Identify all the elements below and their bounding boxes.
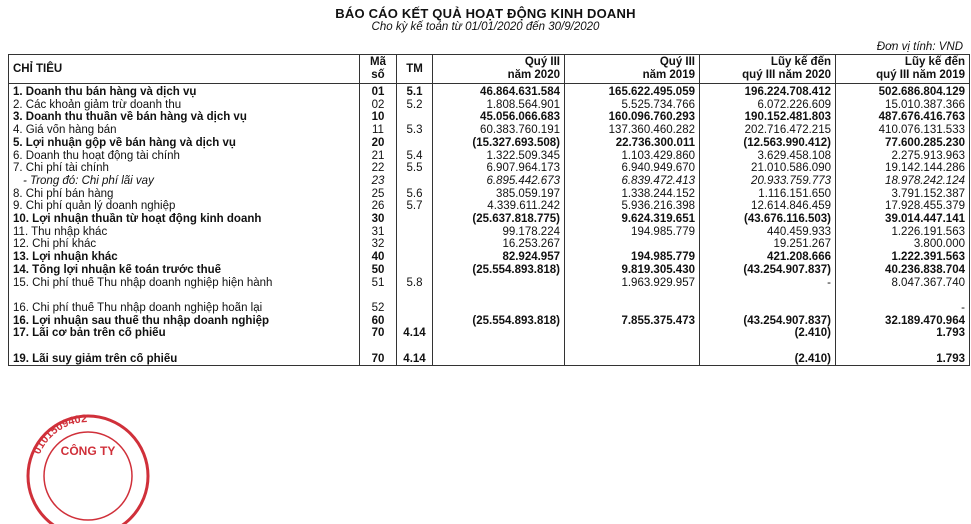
header-ytd-2020: Lũy kế đến quý III năm 2020: [700, 55, 836, 84]
row-note: 4.14: [397, 327, 433, 340]
row-indicator: 4. Giá vốn hàng bán: [9, 124, 360, 137]
row-ytd-2019: 410.076.131.533: [836, 124, 970, 137]
row-q3-2019: 9.624.319.651: [565, 213, 700, 226]
row-note: [397, 226, 433, 239]
row-note: 5.3: [397, 124, 433, 137]
row-code: 23: [360, 175, 397, 188]
row-ytd-2020: 421.208.666: [700, 251, 836, 264]
row-indicator: 2. Các khoản giảm trừ doanh thu: [9, 99, 360, 112]
row-ytd-2019: 2.275.913.963: [836, 150, 970, 163]
row-q3-2020: 1.322.509.345: [433, 150, 565, 163]
row-ytd-2019: [836, 289, 970, 302]
row-note: [397, 264, 433, 277]
currency-unit: Đơn vị tính: VND: [876, 41, 963, 53]
row-indicator: 8. Chi phí bán hàng: [9, 188, 360, 201]
row-ytd-2020: 202.716.472.215: [700, 124, 836, 137]
row-q3-2019: 1.338.244.152: [565, 188, 700, 201]
row-q3-2020: [433, 353, 565, 366]
row-note: 5.5: [397, 162, 433, 175]
seal-number: 0101509402: [31, 412, 88, 457]
row-q3-2019: 194.985.779: [565, 226, 700, 239]
row-code: 52: [360, 302, 397, 315]
row-ytd-2020: 6.072.226.609: [700, 99, 836, 112]
row-indicator: 1. Doanh thu bán hàng và dịch vụ: [9, 84, 360, 99]
row-ytd-2019: 1.222.391.563: [836, 251, 970, 264]
row-q3-2019: 5.936.216.398: [565, 200, 700, 213]
row-ytd-2020: 440.459.933: [700, 226, 836, 239]
row-q3-2020: [433, 277, 565, 290]
row-ytd-2019: 40.236.838.704: [836, 264, 970, 277]
row-code: 60: [360, 315, 397, 328]
row-indicator: 7. Chi phí tài chính: [9, 162, 360, 175]
row-ytd-2019: -: [836, 302, 970, 315]
row-q3-2019: 137.360.460.282: [565, 124, 700, 137]
row-ytd-2019: 39.014.447.141: [836, 213, 970, 226]
table-row: [9, 289, 970, 302]
header-q3-2020: Quý III năm 2020: [433, 55, 565, 84]
row-q3-2019: 6.839.472.413: [565, 175, 700, 188]
table-row: [9, 124, 970, 137]
table-row: [9, 150, 970, 163]
row-q3-2020: 16.253.267: [433, 238, 565, 251]
row-ytd-2020: [700, 289, 836, 302]
row-code: [360, 340, 397, 353]
row-ytd-2020: 3.629.458.108: [700, 150, 836, 163]
row-ytd-2019: 3.800.000: [836, 238, 970, 251]
row-code: 70: [360, 327, 397, 340]
table-row: [9, 200, 970, 213]
row-ytd-2020: (2.410): [700, 327, 836, 340]
row-indicator: 3. Doanh thu thuần về bán hàng và dịch vụ: [9, 111, 360, 124]
row-q3-2019: [565, 238, 700, 251]
row-note: [397, 289, 433, 302]
table-row: [9, 238, 970, 251]
row-q3-2020: 1.808.564.901: [433, 99, 565, 112]
row-q3-2019: 9.819.305.430: [565, 264, 700, 277]
row-ytd-2020: 20.933.759.773: [700, 175, 836, 188]
row-indicator: [9, 340, 360, 353]
row-ytd-2019: 18.978.242.124: [836, 175, 970, 188]
table-row: [9, 175, 970, 188]
row-indicator: 12. Chi phí khác: [9, 238, 360, 251]
row-code: 70: [360, 353, 397, 366]
table-row: [9, 188, 970, 201]
row-q3-2019: 5.525.734.766: [565, 99, 700, 112]
row-ytd-2020: (43.254.907.837): [700, 315, 836, 328]
row-ytd-2019: 8.047.367.740: [836, 277, 970, 290]
row-q3-2020: [433, 289, 565, 302]
row-code: 40: [360, 251, 397, 264]
row-ytd-2020: 19.251.267: [700, 238, 836, 251]
table-row: [9, 315, 970, 328]
table-row: [9, 340, 970, 353]
row-code: 32: [360, 238, 397, 251]
row-ytd-2019: [836, 340, 970, 353]
row-ytd-2019: 1.793: [836, 353, 970, 366]
row-note: 5.4: [397, 150, 433, 163]
row-code: 51: [360, 277, 397, 290]
row-note: 4.14: [397, 353, 433, 366]
row-q3-2019: [565, 340, 700, 353]
row-code: 30: [360, 213, 397, 226]
row-indicator: - Trong đó: Chi phí lãi vay: [9, 175, 360, 188]
row-code: 31: [360, 226, 397, 239]
row-ytd-2020: 12.614.846.459: [700, 200, 836, 213]
row-indicator: 13. Lợi nhuận khác: [9, 251, 360, 264]
row-ytd-2019: 487.676.416.763: [836, 111, 970, 124]
row-ytd-2020: (43.254.907.837): [700, 264, 836, 277]
row-q3-2020: [433, 302, 565, 315]
row-code: 02: [360, 99, 397, 112]
row-q3-2020: 6.895.442.673: [433, 175, 565, 188]
row-code: 01: [360, 84, 397, 99]
row-q3-2019: 1.103.429.860: [565, 150, 700, 163]
row-note: [397, 111, 433, 124]
row-q3-2020: 385.059.197: [433, 188, 565, 201]
row-q3-2019: [565, 289, 700, 302]
row-ytd-2019: 32.189.470.964: [836, 315, 970, 328]
header-ytd-2019: Lũy kế đến quý III năm 2019: [836, 55, 970, 84]
seal-text: CÔNG TY: [60, 444, 116, 458]
row-ytd-2020: (43.676.116.503): [700, 213, 836, 226]
row-indicator: 11. Thu nhập khác: [9, 226, 360, 239]
row-indicator: 17. Lãi cơ bản trên cổ phiếu: [9, 327, 360, 340]
row-q3-2020: 6.907.964.173: [433, 162, 565, 175]
row-ytd-2019: 1.793: [836, 327, 970, 340]
row-ytd-2020: 21.010.586.090: [700, 162, 836, 175]
header-note: TM: [397, 55, 433, 84]
row-ytd-2019: 3.791.152.387: [836, 188, 970, 201]
row-q3-2019: 7.855.375.473: [565, 315, 700, 328]
row-q3-2020: 45.056.066.683: [433, 111, 565, 124]
row-note: [397, 137, 433, 150]
table-row: [9, 226, 970, 239]
company-seal: [14, 404, 154, 524]
row-note: 5.7: [397, 200, 433, 213]
row-note: 5.2: [397, 99, 433, 112]
table-body: [9, 84, 970, 366]
row-note: [397, 175, 433, 188]
row-indicator: 15. Chi phí thuế Thu nhập doanh nghiệp hiện hành: [9, 277, 360, 290]
row-indicator: 14. Tổng lợi nhuận kế toán trước thuế: [9, 264, 360, 277]
row-code: 22: [360, 162, 397, 175]
income-statement-table: [8, 54, 970, 366]
report-period: Cho kỳ kế toán từ 01/01/2020 đến 30/9/2020: [371, 21, 600, 33]
row-q3-2020: (25.554.893.818): [433, 315, 565, 328]
row-q3-2019: 194.985.779: [565, 251, 700, 264]
row-code: 21: [360, 150, 397, 163]
table-row: [9, 264, 970, 277]
row-ytd-2020: [700, 302, 836, 315]
row-note: [397, 251, 433, 264]
row-code: 26: [360, 200, 397, 213]
row-note: [397, 302, 433, 315]
row-code: [360, 289, 397, 302]
row-indicator: 6. Doanh thu hoạt động tài chính: [9, 150, 360, 163]
row-indicator: 16. Chi phí thuế Thu nhập doanh nghiệp hoãn lại: [9, 302, 360, 315]
row-indicator: 19. Lãi suy giảm trên cổ phiếu: [9, 353, 360, 366]
row-ytd-2019: 502.686.804.129: [836, 84, 970, 99]
row-code: 20: [360, 137, 397, 150]
table-row: [9, 353, 970, 366]
row-ytd-2019: 1.226.191.563: [836, 226, 970, 239]
header-q3-2019: Quý III năm 2019: [565, 55, 700, 84]
header-code: Mã số: [360, 55, 397, 84]
table-row: [9, 327, 970, 340]
row-ytd-2019: 17.928.455.379: [836, 200, 970, 213]
row-ytd-2020: (12.563.990.412): [700, 137, 836, 150]
row-ytd-2020: 190.152.481.803: [700, 111, 836, 124]
row-note: 5.6: [397, 188, 433, 201]
row-note: [397, 315, 433, 328]
row-note: 5.1: [397, 84, 433, 99]
row-q3-2019: 1.963.929.957: [565, 277, 700, 290]
table-row: [9, 99, 970, 112]
report-title: BÁO CÁO KẾT QUẢ HOẠT ĐỘNG KINH DOANH: [335, 6, 636, 21]
row-q3-2019: 160.096.760.293: [565, 111, 700, 124]
row-code: 50: [360, 264, 397, 277]
row-indicator: 9. Chi phí quản lý doanh nghiệp: [9, 200, 360, 213]
row-q3-2020: 82.924.957: [433, 251, 565, 264]
row-q3-2019: 6.940.949.670: [565, 162, 700, 175]
row-q3-2020: 46.864.631.584: [433, 84, 565, 99]
table-row: [9, 251, 970, 264]
row-note: [397, 340, 433, 353]
row-note: [397, 213, 433, 226]
table-row: [9, 277, 970, 290]
row-q3-2019: 165.622.495.059: [565, 84, 700, 99]
row-q3-2020: (25.637.818.775): [433, 213, 565, 226]
table-row: [9, 137, 970, 150]
row-q3-2019: [565, 302, 700, 315]
row-q3-2020: (25.554.893.818): [433, 264, 565, 277]
table-row: [9, 213, 970, 226]
row-ytd-2019: 77.600.285.230: [836, 137, 970, 150]
row-q3-2020: 99.178.224: [433, 226, 565, 239]
row-q3-2019: 22.736.300.011: [565, 137, 700, 150]
table-header: [9, 55, 970, 84]
row-ytd-2020: -: [700, 277, 836, 290]
row-ytd-2020: 1.116.151.650: [700, 188, 836, 201]
row-ytd-2019: 19.142.144.286: [836, 162, 970, 175]
row-q3-2020: 60.383.760.191: [433, 124, 565, 137]
row-code: 10: [360, 111, 397, 124]
row-indicator: 10. Lợi nhuận thuần từ hoạt động kinh doanh: [9, 213, 360, 226]
row-code: 11: [360, 124, 397, 137]
table-row: [9, 302, 970, 315]
row-q3-2020: [433, 340, 565, 353]
row-code: 25: [360, 188, 397, 201]
row-q3-2020: [433, 327, 565, 340]
row-ytd-2020: [700, 340, 836, 353]
table-row: [9, 84, 970, 99]
table-row: [9, 162, 970, 175]
row-note: [397, 238, 433, 251]
row-indicator: 5. Lợi nhuận gộp về bán hàng và dịch vụ: [9, 137, 360, 150]
row-note: 5.8: [397, 277, 433, 290]
table-row: [9, 111, 970, 124]
row-indicator: [9, 289, 360, 302]
header-indicator: CHỈ TIÊU: [9, 55, 360, 84]
row-ytd-2020: 196.224.708.412: [700, 84, 836, 99]
row-ytd-2019: 15.010.387.366: [836, 99, 970, 112]
row-q3-2020: (15.327.693.508): [433, 137, 565, 150]
row-q3-2019: [565, 327, 700, 340]
row-q3-2019: [565, 353, 700, 366]
row-indicator: 16. Lợi nhuận sau thuế thu nhập doanh nghiệp: [9, 315, 360, 328]
row-ytd-2020: (2.410): [700, 353, 836, 366]
row-q3-2020: 4.339.611.242: [433, 200, 565, 213]
